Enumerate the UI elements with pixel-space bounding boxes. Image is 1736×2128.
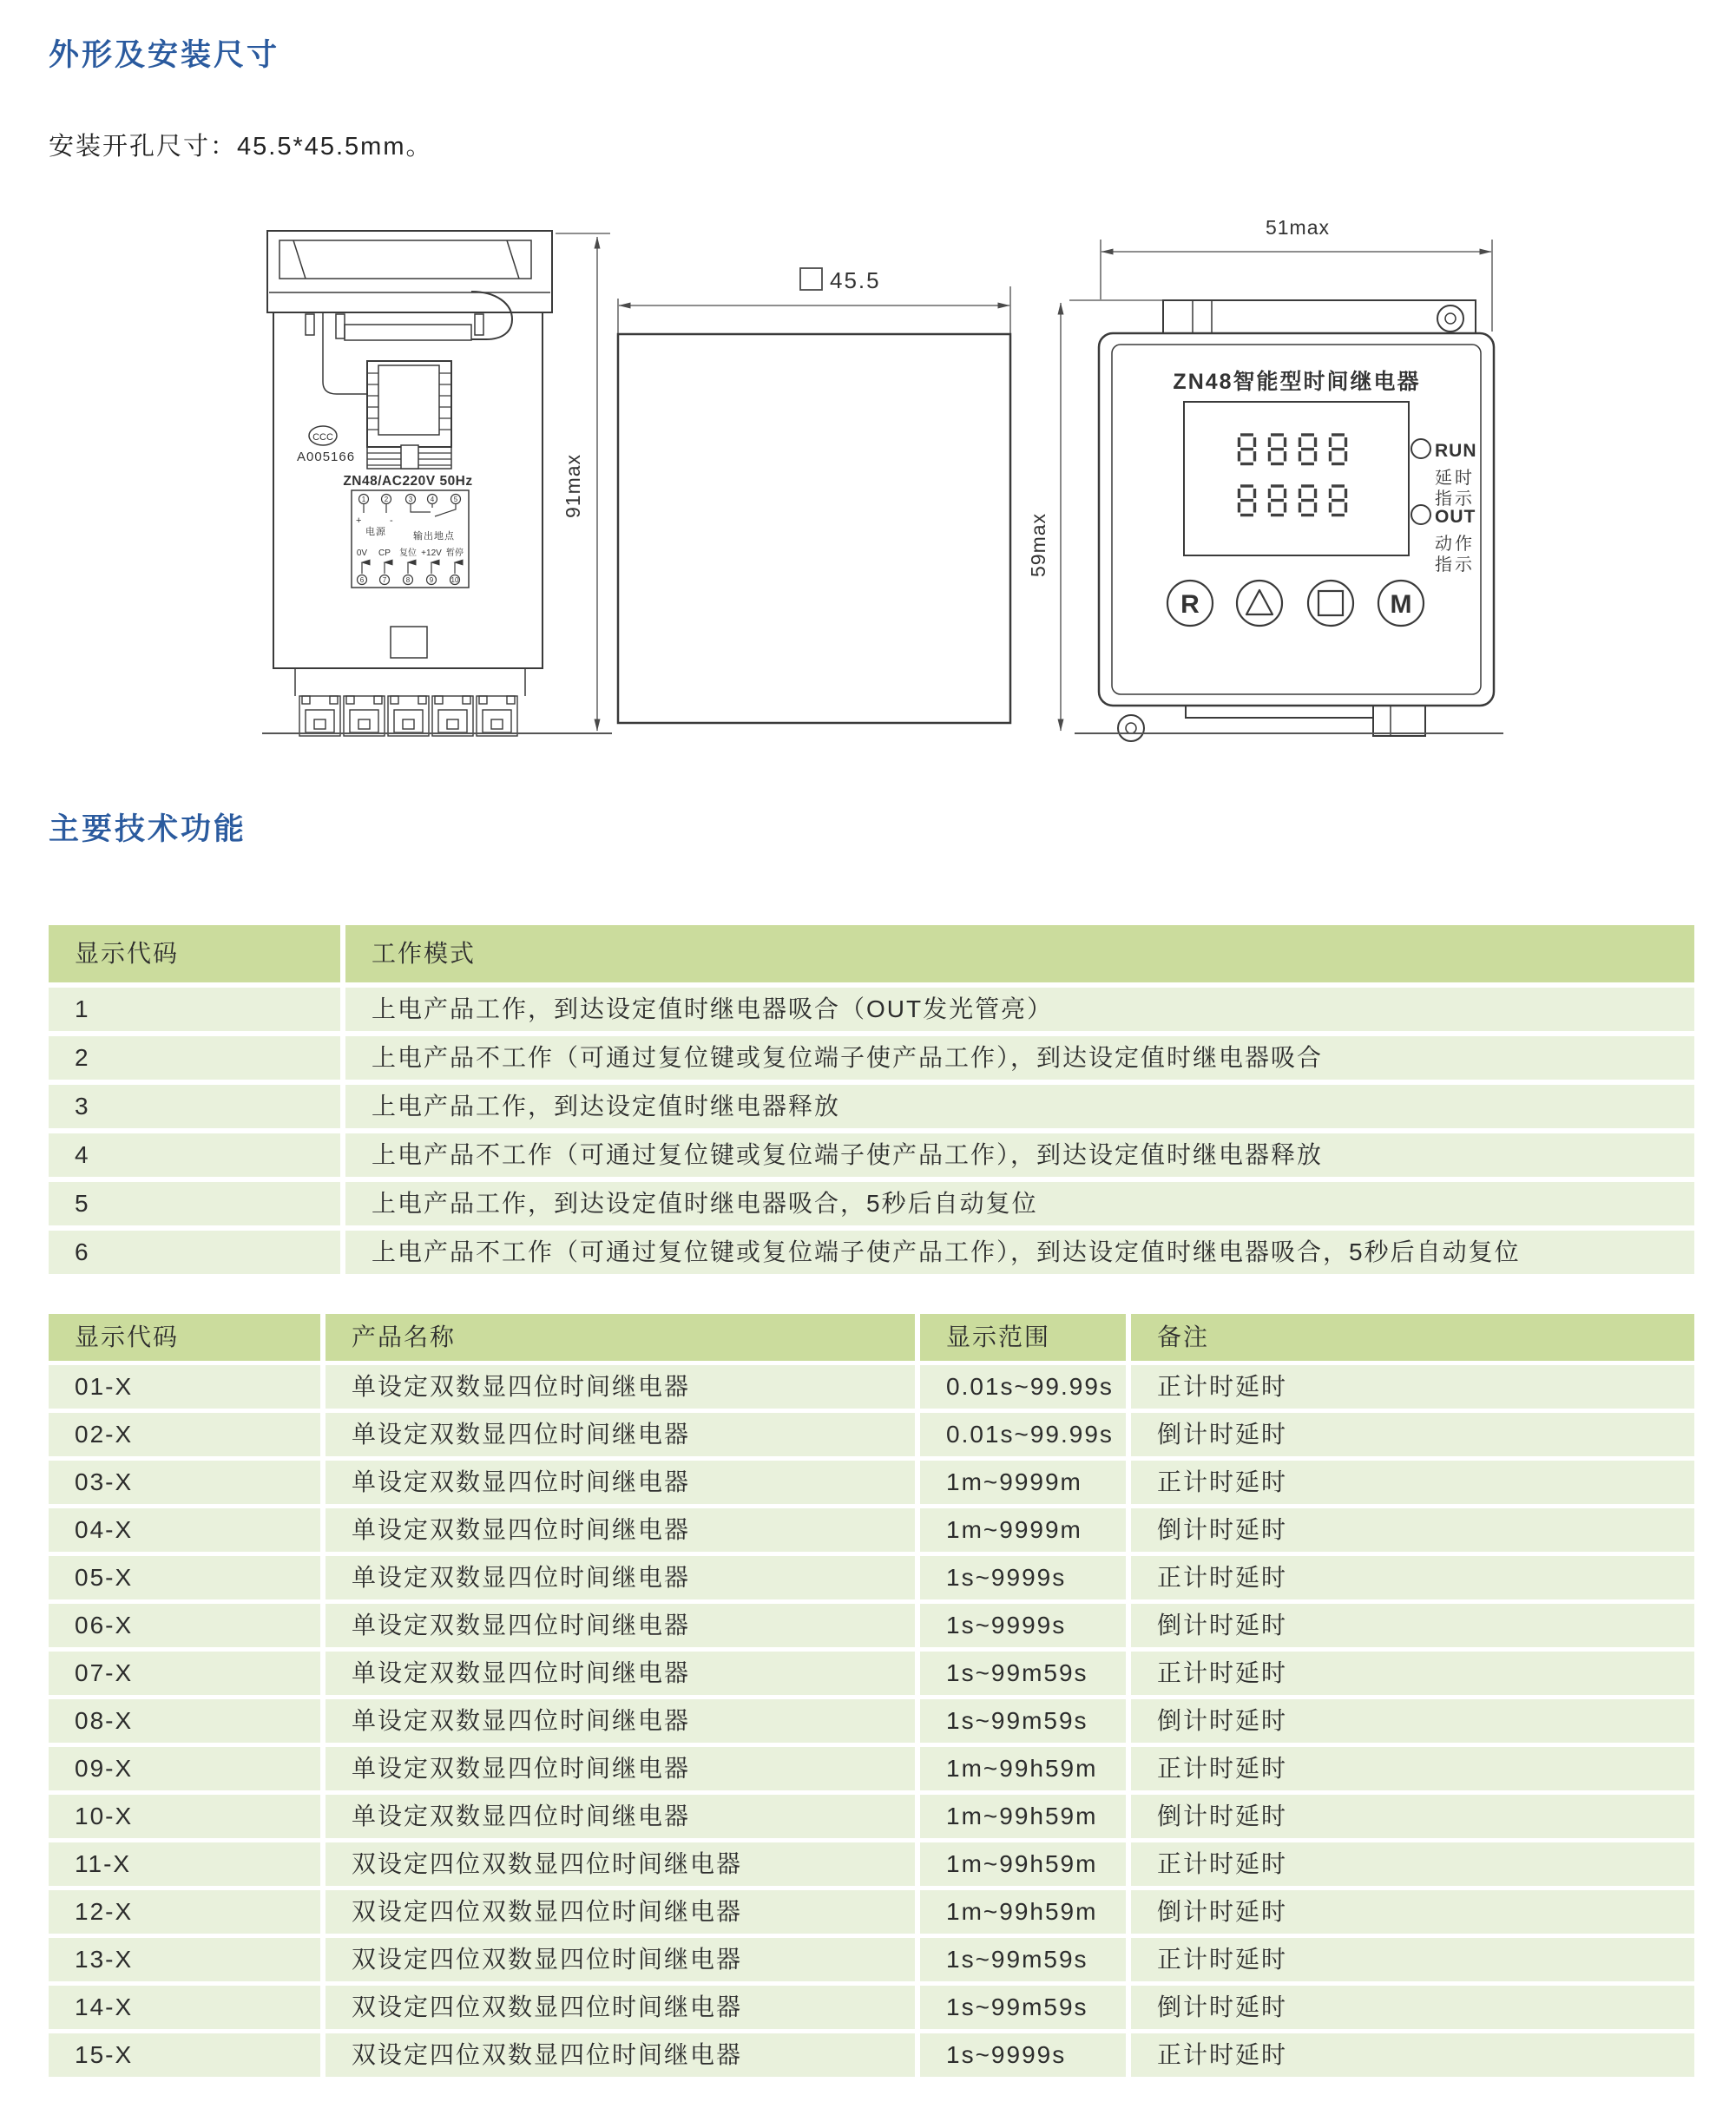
table-row [49,988,1694,1031]
work-mode-table [49,925,1694,1279]
table-cell: 单设定双数显四位时间继电器 [326,1508,915,1552]
table-cell: 单设定双数显四位时间继电器 [326,1604,915,1647]
table-cell: 6 [49,1231,340,1274]
table-cell: 上电产品不工作（可通过复位键或复位端子使产品工作），到达设定值时继电器释放 [345,1133,1694,1177]
terminal-number: 1 [361,496,366,503]
table-cell: 单设定双数显四位时间继电器 [326,1652,915,1695]
table-row [49,1036,1694,1080]
terminal-number: 4 [430,496,435,503]
column-header: 产品名称 [326,1314,915,1361]
table-row [49,1556,1694,1599]
column-header: 备注 [1131,1314,1694,1361]
polarity-minus: - [390,516,393,526]
table-cell: 双设定四位双数显四位时间继电器 [326,1938,915,1981]
table-row [49,1604,1694,1647]
run-sub-label: 延时 [1435,469,1475,488]
table-cell: 1s~9999s [920,1556,1126,1599]
table-cell: 倒计时延时 [1131,1508,1694,1552]
table-cell: 正计时延时 [1131,1652,1694,1695]
product-range-table [49,1314,1694,2081]
panel-title: ZN48智能型时间继电器 [1173,370,1421,394]
table-row [49,1652,1694,1695]
table-cell: 双设定四位双数显四位时间继电器 [326,1986,915,2029]
cert-number: A005166 [297,450,356,464]
table-cell: 双设定四位双数显四位时间继电器 [326,2033,915,2077]
table-cell: 1s~99m59s [920,1652,1126,1695]
table-row [49,1085,1694,1128]
table-cell: 10-X [49,1795,320,1838]
table-cell: 1m~99h59m [920,1890,1126,1934]
wiring-diagram [352,490,469,588]
cutout-dimension-45-5: 45.5 [830,267,881,293]
table-cell: 正计时延时 [1131,1747,1694,1790]
terminal-clamps [299,696,517,736]
ccc-logo-text: CCC [312,432,333,443]
signal-label: CP [378,548,391,558]
table-cell: 07-X [49,1652,320,1695]
table-cell: 11-X [49,1842,320,1886]
front-view-drawing [1099,300,1494,741]
table-cell: 上电产品工作，到达设定值时继电器吸合（OUT发光管亮） [345,988,1694,1031]
table-cell: 2 [49,1036,340,1080]
table-cell: 正计时延时 [1131,1556,1694,1599]
side-view-drawing [267,231,552,736]
column-header: 显示代码 [49,1314,320,1361]
table-cell: 01-X [49,1365,320,1409]
table-cell: 单设定双数显四位时间继电器 [326,1556,915,1599]
table-cell: 1m~9999m [920,1461,1126,1504]
table-cell: 3 [49,1085,340,1128]
table-row [49,1182,1694,1225]
table-cell: 1s~99m59s [920,1986,1126,2029]
out-sub-label: 指示 [1435,555,1475,575]
terminal-number: 5 [453,496,458,503]
table-row [49,1508,1694,1552]
table-cell: 12-X [49,1890,320,1934]
table-cell: 正计时延时 [1131,1842,1694,1886]
table-row [49,1795,1694,1838]
out-sub-label: 动作 [1435,535,1475,554]
table-row [49,1747,1694,1790]
terminal-number: 8 [405,576,411,584]
signal-label: 暂停 [446,548,464,558]
square-symbol-icon [800,268,822,290]
table-cell: 1 [49,988,340,1031]
table-cell: 上电产品工作，到达设定值时继电器吸合，5秒后自动复位 [345,1182,1694,1225]
table-cell: 09-X [49,1747,320,1790]
column-header: 工作模式 [345,925,1694,982]
table-cell: 上电产品工作，到达设定值时继电器释放 [345,1085,1694,1128]
signal-label: +12V [421,548,442,558]
table-cell: 正计时延时 [1131,2033,1694,2077]
table-cell: 倒计时延时 [1131,1413,1694,1456]
table-cell: 04-X [49,1508,320,1552]
table-cell: 1s~9999s [920,2033,1126,2077]
terminal-number: 9 [429,576,434,584]
table-row [49,1890,1694,1934]
table-cell: 06-X [49,1604,320,1647]
section-title-dimensions: 外形及安装尺寸 [49,38,280,72]
table-cell: 上电产品不工作（可通过复位键或复位端子使产品工作），到达设定值时继电器吸合，5秒后自动复位 [345,1231,1694,1274]
height-dimension-91max: 91max [562,453,584,519]
terminal-number: 3 [408,496,413,503]
polarity-plus: + [356,516,362,526]
table-cell: 上电产品不工作（可通过复位键或复位端子使产品工作），到达设定值时继电器吸合 [345,1036,1694,1080]
signal-label: 0V [356,548,368,558]
table-cell: 1s~99m59s [920,1938,1126,1981]
table-cell: 1s~99m59s [920,1699,1126,1743]
table-row [49,1699,1694,1743]
power-label: 电源 [365,527,386,537]
table-header-row [49,925,1694,982]
table-cell: 1m~9999m [920,1508,1126,1552]
out-label: OUT [1435,507,1476,527]
table-cell: 单设定双数显四位时间继电器 [326,1699,915,1743]
table-row [49,1842,1694,1886]
table-row [49,1133,1694,1177]
table-cell: 正计时延时 [1131,1365,1694,1409]
mounting-hole-note: 安装开孔尺寸：45.5*45.5mm。 [49,133,433,161]
table-cell: 单设定双数显四位时间继电器 [326,1365,915,1409]
model-label: ZN48/AC220V 50Hz [343,474,473,489]
table-header-row [49,1314,1694,1361]
table-cell: 08-X [49,1699,320,1743]
table-cell: 双设定四位双数显四位时间继电器 [326,1842,915,1886]
table-cell: 单设定双数显四位时间继电器 [326,1795,915,1838]
dimension-drawings [0,0,1736,781]
terminal-number: 2 [384,496,389,503]
height-dimension-59max: 59max [1027,512,1049,578]
table-cell: 1m~99h59m [920,1747,1126,1790]
table-cell: 14-X [49,1986,320,2029]
table-cell: 倒计时延时 [1131,1699,1694,1743]
table-cell: 4 [49,1133,340,1177]
table-cell: 单设定双数显四位时间继电器 [326,1413,915,1456]
table-row [49,1413,1694,1456]
table-cell: 1s~9999s [920,1604,1126,1647]
terminal-number: 6 [359,576,365,584]
table-cell: 双设定四位双数显四位时间继电器 [326,1890,915,1934]
table-cell: 倒计时延时 [1131,1604,1694,1647]
table-cell: 单设定双数显四位时间继电器 [326,1747,915,1790]
table-cell: 1m~99h59m [920,1795,1126,1838]
run-sub-label: 指示 [1435,489,1475,509]
table-row [49,2033,1694,2077]
table-cell: 13-X [49,1938,320,1981]
table-row [49,1231,1694,1274]
section-title-functions: 主要技术功能 [49,812,247,846]
table-cell: 03-X [49,1461,320,1504]
column-header: 显示范围 [920,1314,1126,1361]
table-row [49,1461,1694,1504]
table-cell: 正计时延时 [1131,1938,1694,1981]
table-row [49,1986,1694,2029]
table-cell: 02-X [49,1413,320,1456]
table-cell: 0.01s~99.99s [920,1413,1126,1456]
panel-cutout-square [618,334,1010,723]
table-cell: 倒计时延时 [1131,1986,1694,2029]
table-cell: 5 [49,1182,340,1225]
table-cell: 倒计时延时 [1131,1795,1694,1838]
table-cell: 0.01s~99.99s [920,1365,1126,1409]
table-row [49,1365,1694,1409]
table-cell: 正计时延时 [1131,1461,1694,1504]
table-row [49,1938,1694,1981]
run-label: RUN [1435,441,1477,461]
table-cell: 05-X [49,1556,320,1599]
table-cell: 倒计时延时 [1131,1890,1694,1934]
mode-button-label: M [1390,590,1412,619]
table-cell: 单设定双数显四位时间继电器 [326,1461,915,1504]
reset-button-label: R [1180,590,1200,619]
terminal-number: 10 [450,576,459,584]
column-header: 显示代码 [49,925,340,982]
output-contact-label: 输出地点 [413,531,455,542]
terminal-number: 7 [382,576,387,584]
signal-label: 复位 [399,548,417,558]
table-cell: 15-X [49,2033,320,2077]
table-cell: 1m~99h59m [920,1842,1126,1886]
width-dimension-51max: 51max [1265,216,1331,239]
